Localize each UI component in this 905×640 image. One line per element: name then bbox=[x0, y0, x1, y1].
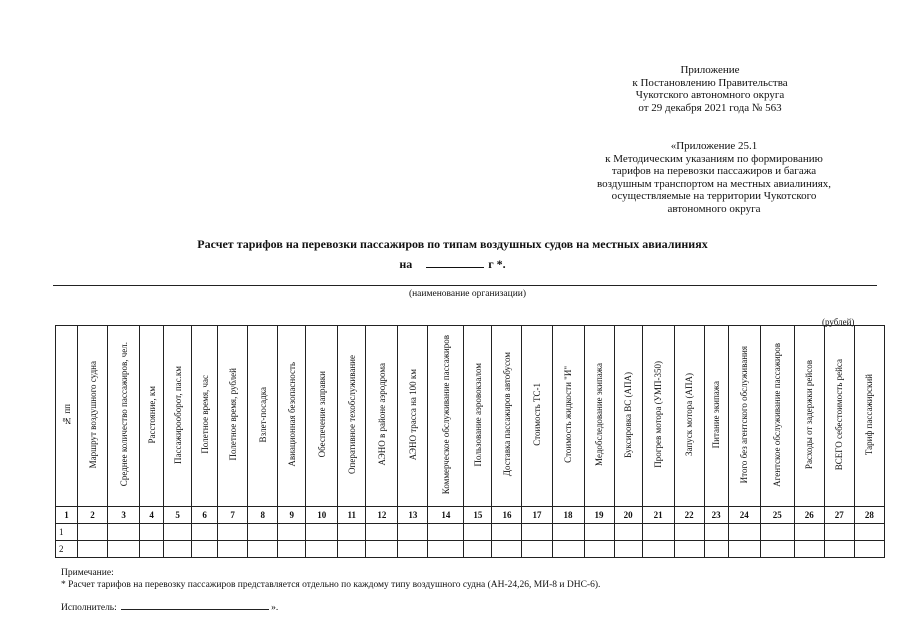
table-cell bbox=[492, 541, 522, 558]
date-blank bbox=[426, 257, 484, 268]
column-number: 4 bbox=[140, 507, 164, 524]
table-cell bbox=[140, 524, 164, 541]
column-header-label: Полетное время, час bbox=[199, 375, 210, 454]
column-header-label: Коммерческое обслуживание пассажиров bbox=[440, 334, 451, 495]
executor-label: Исполнитель: bbox=[61, 603, 117, 613]
table-cell bbox=[492, 524, 522, 541]
appendix-25-line: автономного округа bbox=[667, 202, 761, 215]
table-cell bbox=[464, 541, 492, 558]
column-header-label: Расстояние, км bbox=[146, 385, 157, 444]
table-cell bbox=[192, 524, 218, 541]
column-header bbox=[108, 326, 140, 507]
column-header bbox=[584, 326, 614, 507]
column-header-label: Буксировка ВС (АПА) bbox=[623, 371, 634, 458]
table-cell bbox=[108, 541, 140, 558]
column-number: 23 bbox=[704, 507, 728, 524]
column-header bbox=[614, 326, 642, 507]
column-header bbox=[760, 326, 794, 507]
column-number: 16 bbox=[492, 507, 522, 524]
table-cell bbox=[584, 524, 614, 541]
table-cell bbox=[366, 541, 398, 558]
column-number: 6 bbox=[192, 507, 218, 524]
table-cell bbox=[794, 524, 824, 541]
table-cell bbox=[248, 541, 278, 558]
column-header-label: Стоимость жидкости "И" bbox=[563, 366, 574, 463]
table-cell bbox=[642, 541, 674, 558]
column-number: 2 bbox=[78, 507, 108, 524]
table-cell bbox=[248, 524, 278, 541]
column-number: 24 bbox=[728, 507, 760, 524]
notes-block bbox=[61, 567, 600, 591]
column-header-label: Доставка пассажиров автобусом bbox=[501, 352, 512, 477]
column-number: 28 bbox=[854, 507, 884, 524]
row-number: 1 bbox=[56, 524, 78, 541]
column-header bbox=[78, 326, 108, 507]
notes-text: * Расчет тарифов на перевозку пассажиров представляется отдельно по каждому типу воздушного судна (АН-24,26, МИ-8 и DHC-6). bbox=[61, 580, 601, 590]
column-number: 26 bbox=[794, 507, 824, 524]
column-header bbox=[164, 326, 192, 507]
column-header bbox=[642, 326, 674, 507]
table-cell bbox=[338, 524, 366, 541]
column-number: 15 bbox=[464, 507, 492, 524]
table-cell bbox=[78, 541, 108, 558]
appendix-line: к Постановлению Правительства bbox=[632, 76, 788, 89]
column-header bbox=[306, 326, 338, 507]
column-header-label: Стоимость ТС-1 bbox=[531, 383, 542, 446]
table-cell bbox=[760, 524, 794, 541]
subtitle-suffix: г *. bbox=[488, 257, 506, 271]
appendix-line: от 29 декабря 2021 года № 563 bbox=[638, 101, 782, 114]
column-number: 8 bbox=[248, 507, 278, 524]
table-cell bbox=[108, 524, 140, 541]
table-header-row bbox=[56, 326, 885, 507]
table-cell bbox=[552, 524, 584, 541]
appendix-block bbox=[560, 64, 860, 114]
column-header bbox=[854, 326, 884, 507]
table-cell bbox=[614, 541, 642, 558]
table-cell bbox=[428, 541, 464, 558]
column-number: 13 bbox=[398, 507, 428, 524]
table-cell bbox=[642, 524, 674, 541]
column-header bbox=[704, 326, 728, 507]
column-header bbox=[728, 326, 760, 507]
table-cell bbox=[366, 524, 398, 541]
column-header-label: Среднее количество пассажиров, чел. bbox=[118, 342, 129, 487]
column-header-label: № пп bbox=[61, 403, 72, 426]
table-cell bbox=[824, 524, 854, 541]
column-header-label: АЭНО в районе аэродрома bbox=[376, 363, 387, 466]
column-number: 9 bbox=[278, 507, 306, 524]
column-header bbox=[366, 326, 398, 507]
appendix-25-block bbox=[556, 140, 872, 216]
column-number: 21 bbox=[642, 507, 674, 524]
executor-suffix: ». bbox=[271, 603, 279, 613]
appendix-line: Чукотского автономного округа bbox=[635, 89, 785, 102]
column-number: 10 bbox=[306, 507, 338, 524]
table-cell bbox=[78, 524, 108, 541]
column-header bbox=[674, 326, 704, 507]
column-number: 22 bbox=[674, 507, 704, 524]
table-cell bbox=[674, 541, 704, 558]
column-header bbox=[552, 326, 584, 507]
table-cell bbox=[704, 524, 728, 541]
appendix-25-line: «Приложение 25.1 bbox=[670, 140, 758, 152]
table-cell bbox=[704, 541, 728, 558]
executor-line bbox=[61, 600, 278, 613]
column-header-label: АЭНО трасса на 100 км bbox=[407, 368, 418, 461]
table-cell bbox=[306, 541, 338, 558]
column-number: 3 bbox=[108, 507, 140, 524]
column-number: 19 bbox=[584, 507, 614, 524]
executor-blank bbox=[121, 600, 269, 610]
appendix-25-line: тарифов на перевозки пассажиров и багажа bbox=[611, 165, 817, 178]
table-cell bbox=[728, 541, 760, 558]
table-cell bbox=[398, 541, 428, 558]
column-number: 11 bbox=[338, 507, 366, 524]
organization-line bbox=[53, 285, 877, 286]
column-header-label: Расходы от задержки рейсов bbox=[804, 359, 815, 470]
column-header-label: Пассажирооборот, пас.км bbox=[172, 365, 183, 464]
table-row bbox=[56, 524, 885, 541]
column-header-label: Авиационная безопасность bbox=[286, 362, 297, 467]
column-header bbox=[398, 326, 428, 507]
column-header-label: Питание экипажа bbox=[711, 380, 722, 449]
table-cell bbox=[854, 541, 884, 558]
table-row bbox=[56, 541, 885, 558]
column-number: 27 bbox=[824, 507, 854, 524]
table-cell bbox=[824, 541, 854, 558]
column-header-label: Медобследование экипажа bbox=[594, 363, 605, 466]
column-number: 20 bbox=[614, 507, 642, 524]
column-header bbox=[338, 326, 366, 507]
appendix-line: Приложение bbox=[680, 64, 740, 76]
column-number: 1 bbox=[56, 507, 78, 524]
table-cell bbox=[794, 541, 824, 558]
column-header bbox=[464, 326, 492, 507]
column-number-row bbox=[56, 507, 885, 524]
table-cell bbox=[728, 524, 760, 541]
table-cell bbox=[218, 524, 248, 541]
unit-label: (рублей) bbox=[822, 317, 855, 327]
table-cell bbox=[584, 541, 614, 558]
column-number: 5 bbox=[164, 507, 192, 524]
column-header-label: Оперативное техобслуживание bbox=[346, 355, 357, 474]
table-cell bbox=[278, 541, 306, 558]
row-number: 2 bbox=[56, 541, 78, 558]
column-number: 7 bbox=[218, 507, 248, 524]
table-cell bbox=[522, 541, 552, 558]
column-header bbox=[140, 326, 164, 507]
column-header-label: Прогрев мотора (УМП-350) bbox=[653, 361, 664, 468]
tariff-table bbox=[55, 325, 885, 558]
column-header-label: ВСЕГО себестоимость рейса bbox=[834, 358, 845, 471]
column-header-label: Тариф пассажирский bbox=[864, 373, 875, 456]
column-header-label: Обеспечение заправки bbox=[316, 371, 327, 458]
column-header bbox=[824, 326, 854, 507]
table-cell bbox=[218, 541, 248, 558]
table-cell bbox=[338, 541, 366, 558]
column-header bbox=[428, 326, 464, 507]
column-number: 25 bbox=[760, 507, 794, 524]
table-cell bbox=[140, 541, 164, 558]
column-number: 12 bbox=[366, 507, 398, 524]
table-cell bbox=[854, 524, 884, 541]
column-header bbox=[56, 326, 78, 507]
table-cell bbox=[192, 541, 218, 558]
column-header-label: Маршрут воздушного судна bbox=[87, 360, 98, 469]
column-number: 17 bbox=[522, 507, 552, 524]
subtitle-prefix: на bbox=[399, 257, 413, 271]
table-cell bbox=[614, 524, 642, 541]
table-cell bbox=[164, 541, 192, 558]
table-cell bbox=[552, 541, 584, 558]
column-header bbox=[218, 326, 248, 507]
table-cell bbox=[464, 524, 492, 541]
document-subtitle bbox=[0, 257, 905, 272]
table-cell bbox=[306, 524, 338, 541]
column-header-label: Полетное время, рублей bbox=[227, 368, 238, 461]
column-header bbox=[278, 326, 306, 507]
column-header bbox=[192, 326, 218, 507]
column-number: 18 bbox=[552, 507, 584, 524]
column-header-label: Запуск мотора (АПА) bbox=[684, 373, 695, 456]
table-cell bbox=[164, 524, 192, 541]
column-header bbox=[492, 326, 522, 507]
organization-caption: (наименование организации) bbox=[408, 289, 527, 299]
column-header bbox=[248, 326, 278, 507]
table-cell bbox=[522, 524, 552, 541]
appendix-25-line: к Методическим указаниям по формированию bbox=[605, 152, 823, 165]
table-cell bbox=[760, 541, 794, 558]
document-title: Расчет тарифов на перевозки пассажиров по типам воздушных судов на местных авиалиниях bbox=[197, 237, 708, 251]
table-cell bbox=[674, 524, 704, 541]
table-cell bbox=[278, 524, 306, 541]
table-cell bbox=[428, 524, 464, 541]
column-header bbox=[794, 326, 824, 507]
appendix-25-line: воздушным транспортом на местных авиалиниях, bbox=[596, 177, 832, 190]
column-header-label: Итого без агентского обслуживания bbox=[739, 345, 750, 484]
column-header-label: Агентское обслуживание пассажиров bbox=[772, 342, 783, 487]
column-header bbox=[522, 326, 552, 507]
appendix-25-line: осуществляемые на территории Чукотского bbox=[611, 190, 817, 203]
column-header-label: Взлет-посадка bbox=[257, 386, 268, 443]
column-header-label: Пользование аэровокзалом bbox=[472, 362, 483, 467]
notes-label: Примечание: bbox=[61, 568, 114, 578]
column-number: 14 bbox=[428, 507, 464, 524]
table-cell bbox=[398, 524, 428, 541]
